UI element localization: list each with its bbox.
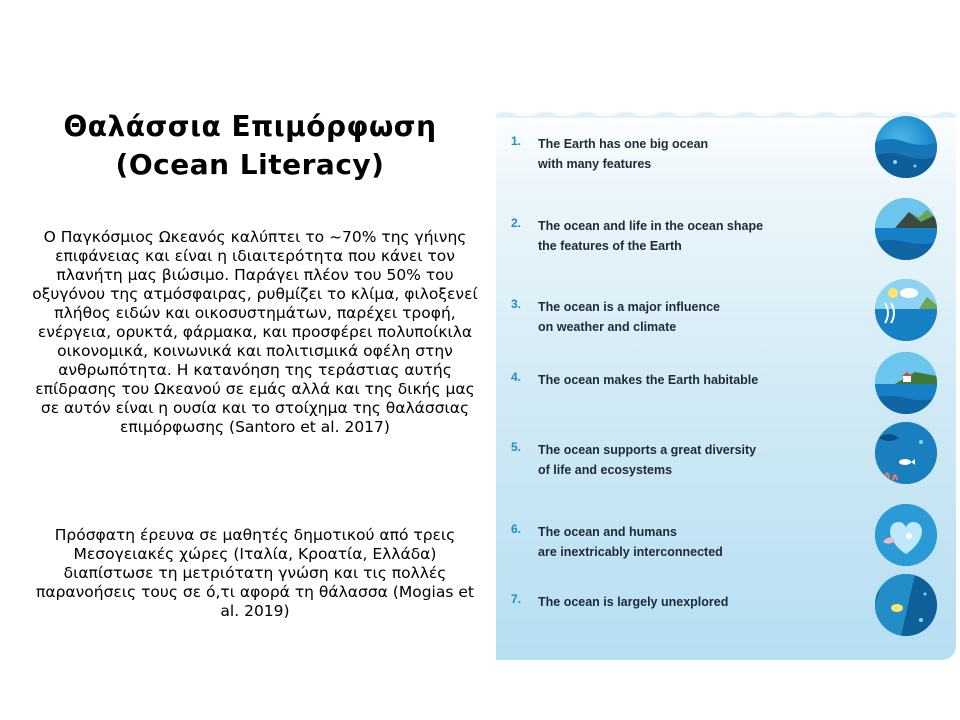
habitable-island-icon bbox=[875, 352, 937, 414]
principle-number: 2. bbox=[511, 216, 522, 230]
principle-line: The ocean supports a great diversity bbox=[538, 443, 757, 457]
principle-number: 1. bbox=[511, 134, 522, 148]
principle-number: 5. bbox=[511, 440, 522, 454]
principle-number: 6. bbox=[511, 522, 522, 536]
coast-landform-icon bbox=[875, 198, 937, 260]
principle-line: The ocean is a major influence bbox=[538, 300, 721, 314]
principle-text bbox=[538, 370, 868, 390]
principle-text bbox=[538, 522, 868, 562]
weather-climate-icon bbox=[875, 279, 937, 341]
principle-line: The ocean and humans bbox=[538, 525, 677, 539]
principle-item bbox=[496, 504, 956, 568]
title-english: (Ocean Literacy) bbox=[115, 148, 385, 181]
principle-item bbox=[496, 352, 956, 416]
principle-line: The ocean and life in the ocean shape bbox=[538, 219, 764, 233]
principle-text bbox=[538, 592, 868, 612]
principle-line: The ocean is largely unexplored bbox=[538, 595, 729, 609]
principle-text bbox=[538, 297, 868, 337]
principle-item bbox=[496, 422, 956, 486]
slide-title bbox=[20, 108, 480, 184]
principle-line: The Earth has one big ocean bbox=[538, 137, 709, 151]
principle-number: 7. bbox=[511, 592, 522, 606]
principle-text bbox=[538, 134, 868, 174]
paragraph-ocean-importance: Ο Παγκόσμιος Ωκεανός καλύπτει το ~70% της γήινης επιφάνειας και είναι η ιδιαιτερότητα που κάνει τον πλανήτη μας βιώσιμο. Παράγει πλέον του 50% του οξυγόνου της ατμόσφαιρας, ρυθμίζει το κλίμα, φιλοξενεί πλήθος ειδών και οικοσυστημάτων, παρέχει τροφή, ενέργεια, ορυκτά, φάρμακα, και προσφέρει πολυποίκιλα οικονομικά, κοινωνικά και πολιτισμικά οφέλη στην ανθρωπότητα. Η κατανόηση της τεράστιας αυτής επίδρασης του Ωκεανού σε εμάς αλλά και της δικής μας σε αυτόν είναι η ουσία και το στοίχημα της θαλάσσιας επιμόρφωσης (Santoro et al. 2017) bbox=[32, 228, 478, 436]
principle-line: with many features bbox=[538, 157, 652, 171]
principle-line: of life and ecosystems bbox=[538, 463, 673, 477]
principle-item bbox=[496, 116, 956, 180]
title-greek: Θαλάσσια Επιμόρφωση bbox=[63, 110, 437, 143]
principle-text bbox=[538, 216, 868, 256]
principle-line: on weather and climate bbox=[538, 320, 677, 334]
ocean-literacy-principles-panel bbox=[496, 108, 956, 660]
deep-sea-explore-icon bbox=[875, 574, 937, 636]
principle-text bbox=[538, 440, 868, 480]
marine-life-icon bbox=[875, 422, 937, 484]
principle-number: 3. bbox=[511, 297, 522, 311]
principle-item bbox=[496, 198, 956, 262]
paragraph-research-finding: Πρόσφατη έρευνα σε μαθητές δημοτικού από τρεις Μεσογειακές χώρες (Ιταλία, Κροατία, Ελλάδα) διαπίστωσε τη μετριότατη γνώση και τις πολλές παρανοήσεις τους σε ό,τι αφορά τη θάλασσα (Mogias et al. 2019) bbox=[36, 526, 474, 620]
principle-number: 4. bbox=[511, 370, 522, 384]
ocean-heart-icon bbox=[875, 504, 937, 566]
ocean-globe-icon bbox=[875, 116, 937, 178]
principle-item bbox=[496, 279, 956, 343]
principle-line: The ocean makes the Earth habitable bbox=[538, 373, 759, 387]
principle-line: are inextricably interconnected bbox=[538, 545, 723, 559]
principle-line: the features of the Earth bbox=[538, 239, 682, 253]
principle-item bbox=[496, 574, 956, 638]
